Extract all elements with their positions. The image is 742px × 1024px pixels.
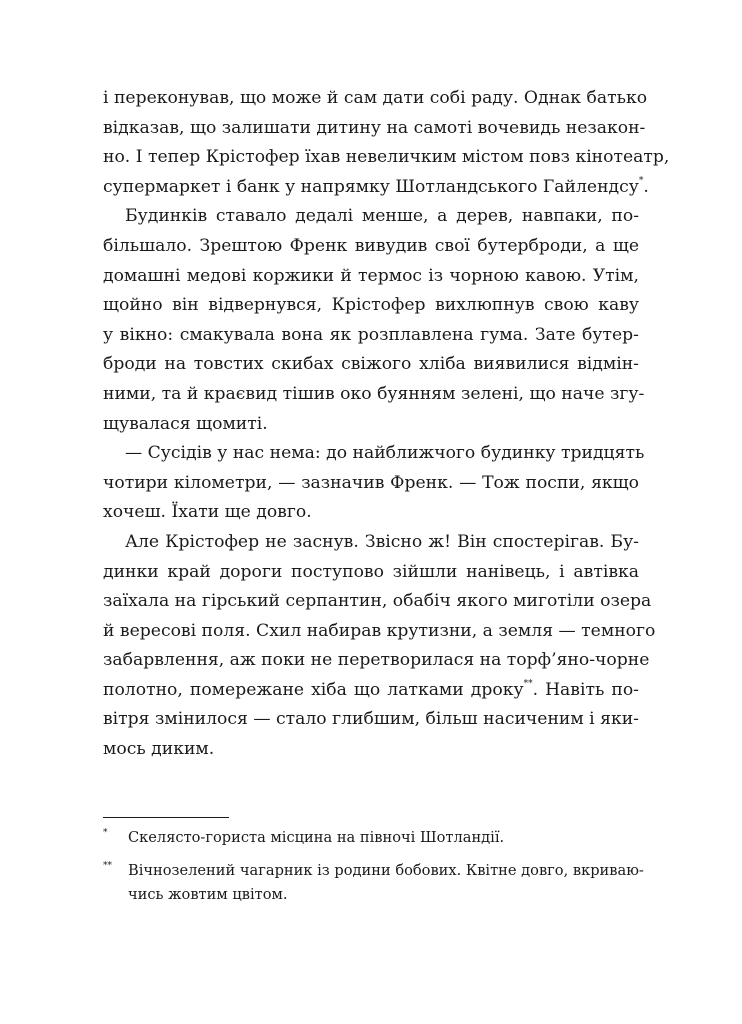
- dialogue-line: чотири кілометри, — зазначив Френк. — Тож поспи, якщо: [103, 472, 639, 493]
- footnote-ref-2: **: [523, 678, 533, 689]
- footnote-2: [103, 859, 644, 907]
- paragraph-2-line: щойно він відвернувся, Крістофер вихлюпнув свою каву: [103, 295, 639, 316]
- footnotes: [103, 817, 644, 916]
- footnote-mark: **: [103, 861, 112, 871]
- dialogue-line: хочеш. Їхати ще довго.: [103, 502, 312, 523]
- body-text: [103, 84, 670, 765]
- paragraph-4-line: полотно, помережане хіба що латками дроку**. Навіть по-: [103, 678, 639, 700]
- paragraph-4-line: динки край дороги поступово зійшли нанівець, і автівка: [103, 561, 639, 582]
- footnote-ref-1: *: [638, 175, 644, 186]
- dialogue-line: — Сусідів у нас нема: до найближчого будинку тридцять: [125, 443, 645, 464]
- paragraph-2-line: ними, та й краєвид тішив око буянням зелені, що наче згу-: [103, 383, 645, 404]
- paragraph-4-line: заїхала на гірський серпантин, обабіч якого миготіли озера: [103, 591, 652, 612]
- paragraph-2-line: у вікно: смакувала вона як розплавлена гума. Зате бутер-: [103, 324, 639, 345]
- paragraph-4-line: Але Крістофер не заснув. Звісно ж! Він спостерігав. Бу-: [125, 531, 639, 552]
- paragraph-4-line: й вересові поля. Схил набирав крутизни, а земля — темного: [103, 620, 656, 641]
- footnote-mark: *: [103, 828, 108, 838]
- paragraph-2-line: більшало. Зрештою Френк вивудив свої бутерброди, а ще: [103, 235, 639, 256]
- paragraph-2-line: домашні медові коржики й термос із чорною кавою. Утім,: [103, 265, 639, 286]
- footnote-1: [103, 826, 639, 850]
- paragraph-1-line: відказав, що залишати дитину на самоті вочевидь незакон-: [103, 117, 646, 138]
- footnote-divider: [103, 817, 229, 818]
- paragraph-2-line: Будинків ставало дедалі менше, а дерев, навпаки, по-: [125, 206, 639, 227]
- paragraph-4-line: мось диким.: [103, 739, 215, 760]
- paragraph-1-line: і переконував, що може й сам дати собі раду. Однак батько: [103, 88, 648, 108]
- paragraph-2-line: щувалася щомиті.: [103, 413, 268, 434]
- paragraph-4-line: забарвлення, аж поки не перетворилася на торф’яно-чорне: [103, 650, 650, 671]
- footnote-text: Скелясто-гориста місцина на півночі Шотландії.: [128, 829, 505, 846]
- footnote-text: чись жовтим цвітом.: [128, 886, 288, 903]
- paragraph-2-line: броди на товстих скибах свіжого хліба виявилися відмін-: [103, 354, 639, 375]
- paragraph-1-line: но. І тепер Крістофер їхав невеличким містом повз кінотеатр,: [103, 147, 670, 168]
- paragraph-1-line: супермаркет і банк у напрямку Шотландського Гайлендсу*.: [103, 175, 649, 197]
- footnote-text: Вічнозелений чагарник із родини бобових. Квітне довго, вкриваю-: [128, 862, 644, 879]
- paragraph-4-line: вітря змінилося — стало глибшим, більш насиченим і яки-: [103, 709, 639, 730]
